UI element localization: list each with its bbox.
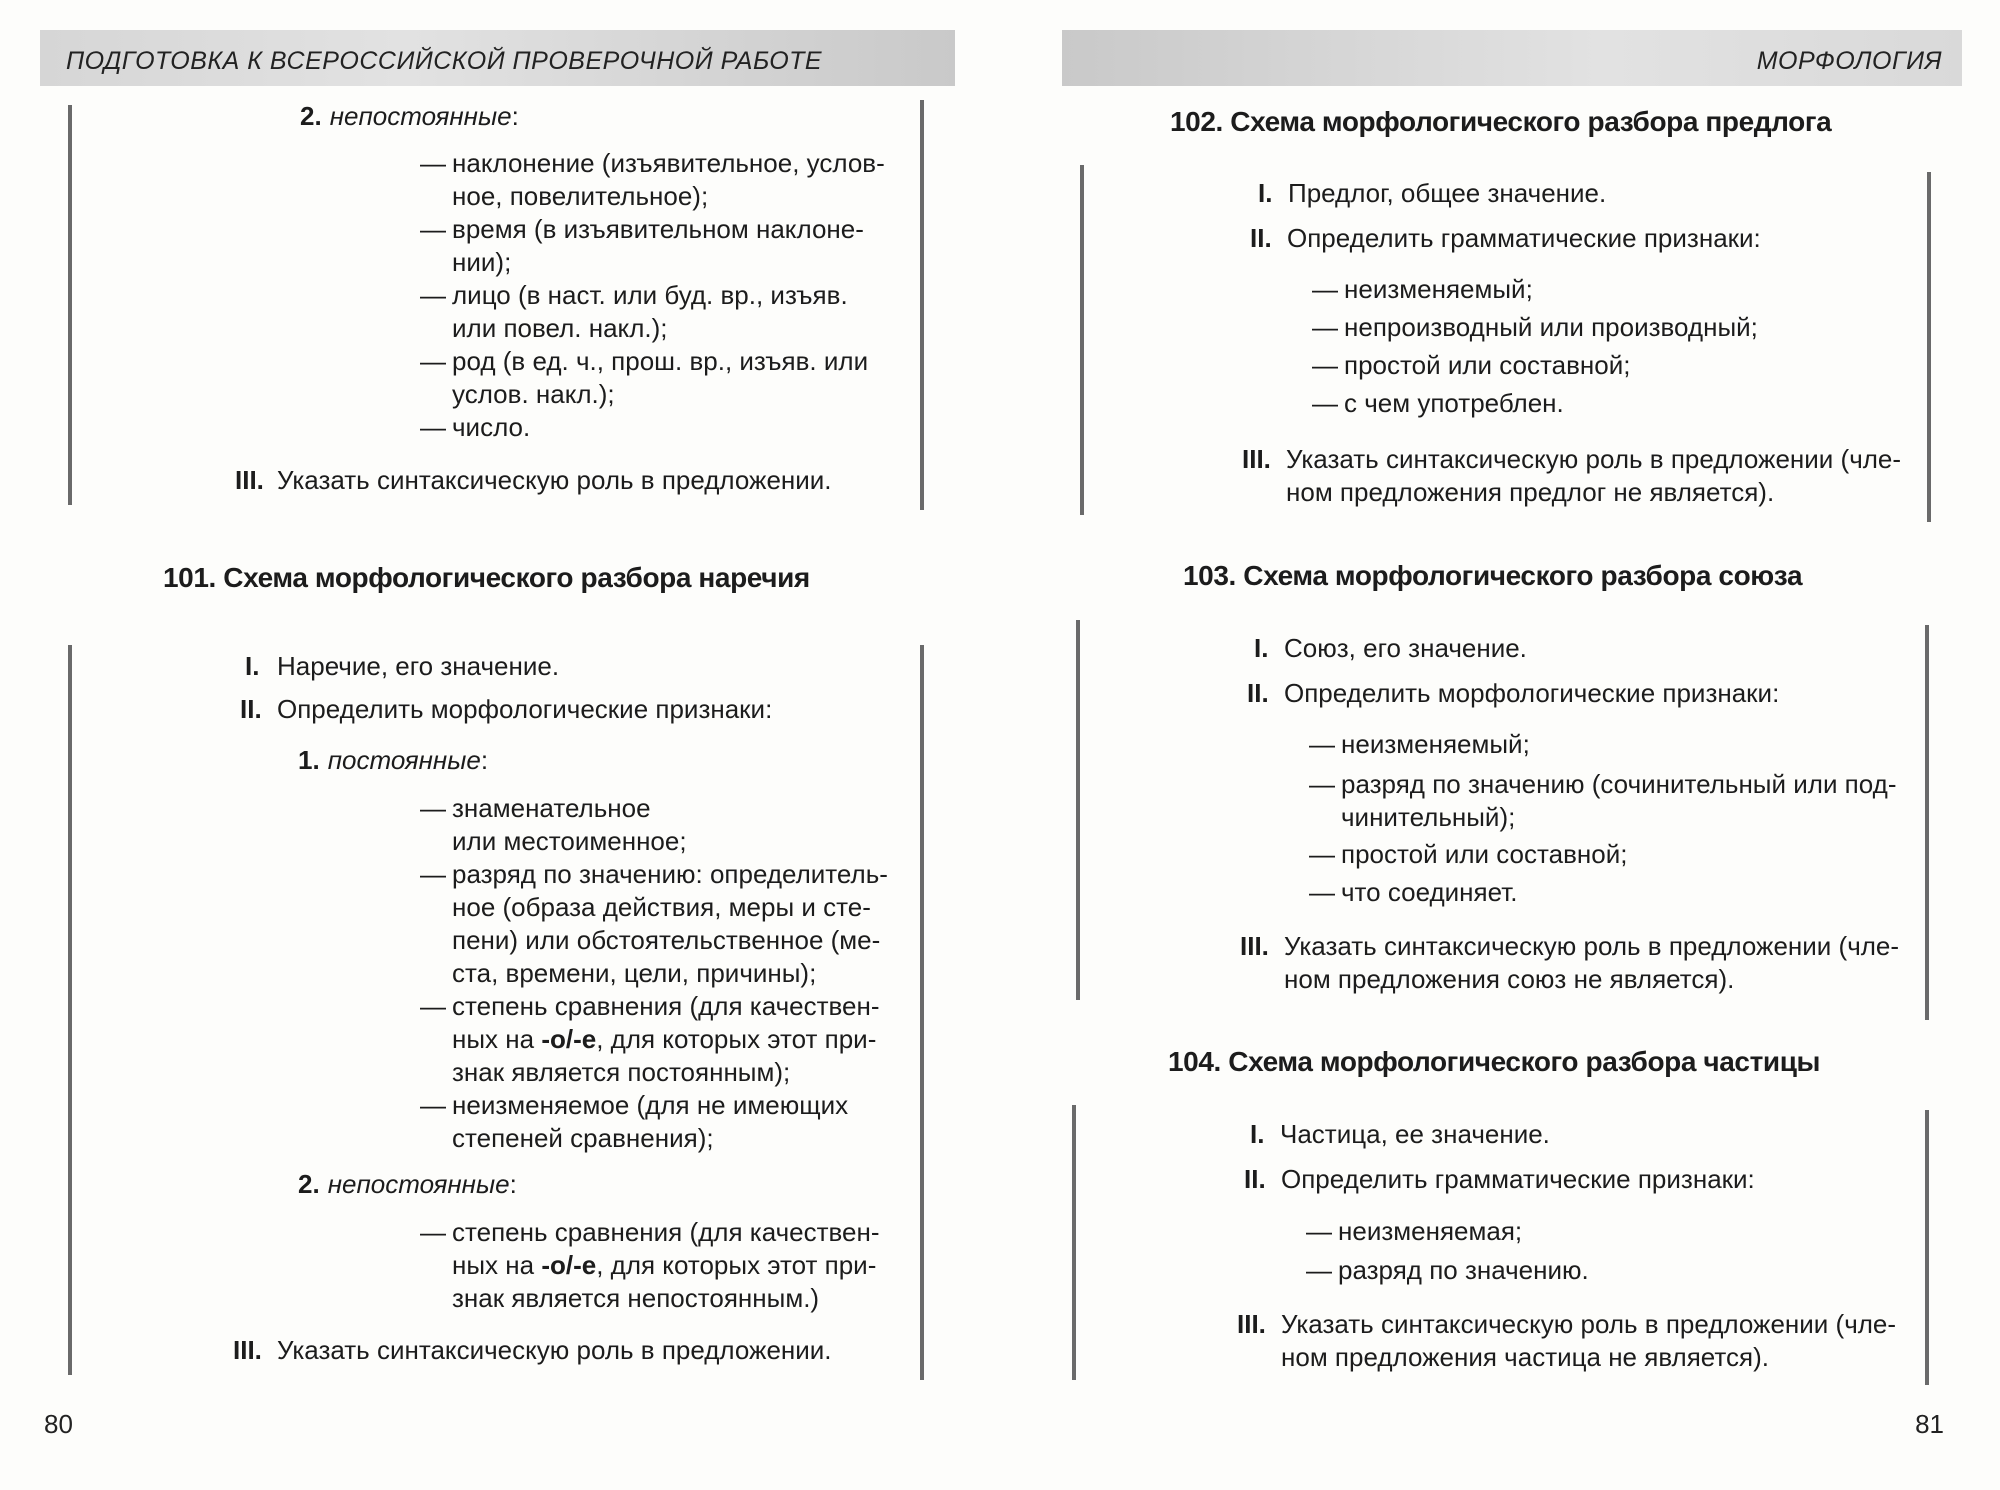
list-item-cont: услов. накл.); bbox=[452, 379, 615, 409]
step-iii: III. Указать синтаксическую роль в предложении (чле- bbox=[1242, 444, 1902, 474]
list-item: — что соединяет. bbox=[1309, 877, 1518, 907]
step-iii-cont: ном предложения предлог не является). bbox=[1286, 477, 1775, 507]
margin-rule bbox=[68, 105, 72, 505]
list-item: — неизменяемое (для не имеющих bbox=[420, 1090, 849, 1120]
margin-rule bbox=[920, 645, 924, 1380]
list-item: — наклонение (изъявительное, услов- bbox=[420, 148, 885, 178]
list-item-cont: степеней сравнения); bbox=[452, 1123, 714, 1153]
list-item: — число. bbox=[420, 412, 531, 442]
section-101-title: 101. Схема морфологического разбора наречия bbox=[163, 562, 810, 593]
step-i: I. Предлог, общее значение. bbox=[1258, 178, 1607, 208]
list-item: — неизменяемый; bbox=[1309, 729, 1530, 759]
page-number-right: 81 bbox=[1915, 1409, 1944, 1439]
list-item-cont: ных на -о/-е, для которых этот при- bbox=[452, 1250, 877, 1280]
step-ii: II. Определить грамматические признаки: bbox=[1244, 1164, 1755, 1194]
step-iii: III. Указать синтаксическую роль в предложении. bbox=[233, 1335, 832, 1365]
page-number-left: 80 bbox=[44, 1409, 73, 1439]
list-item: — степень сравнения (для качествен- bbox=[420, 1217, 880, 1247]
list-item: — время (в изъявительном наклоне- bbox=[420, 214, 864, 244]
margin-rule bbox=[1925, 625, 1929, 1020]
margin-rule bbox=[1927, 172, 1931, 522]
section-103-title: 103. Схема морфологического разбора союза bbox=[1183, 560, 1803, 591]
list-item-cont: или местоименное; bbox=[452, 826, 687, 856]
list-item-cont: пени) или обстоятельственное (ме- bbox=[452, 925, 881, 955]
list-item-cont: чинительный); bbox=[1341, 802, 1516, 832]
list-item: — неизменяемый; bbox=[1312, 274, 1533, 304]
step-ii: II. Определить грамматические признаки: bbox=[1250, 223, 1761, 253]
list-item: — род (в ед. ч., прош. вр., изъяв. или bbox=[420, 346, 869, 376]
list-item: — разряд по значению. bbox=[1306, 1255, 1589, 1285]
step-ii: II. Определить морфологические признаки: bbox=[240, 694, 773, 724]
step-iii: III. Указать синтаксическую роль в предложении (чле- bbox=[1237, 1309, 1897, 1339]
list-item-cont: нии); bbox=[452, 247, 512, 277]
running-head-title: МОРФОЛОГИЯ bbox=[1756, 47, 1942, 75]
running-head-title: ПОДГОТОВКА К ВСЕРОССИЙСКОЙ ПРОВЕРОЧНОЙ РАБОТЕ bbox=[66, 47, 823, 75]
list-item: — разряд по значению (сочинительный или под- bbox=[1309, 769, 1897, 799]
section-102-title: 102. Схема морфологического разбора предлога bbox=[1170, 106, 1832, 137]
step-ii: II. Определить морфологические признаки: bbox=[1247, 678, 1780, 708]
running-head-left bbox=[40, 30, 955, 86]
margin-rule bbox=[1080, 165, 1084, 515]
list-item: — степень сравнения (для качествен- bbox=[420, 991, 880, 1021]
list-item: — простой или составной; bbox=[1309, 839, 1628, 869]
margin-rule bbox=[1925, 1110, 1929, 1385]
step-iii-cont: ном предложения частица не является). bbox=[1281, 1342, 1769, 1372]
margin-rule bbox=[68, 645, 72, 1375]
list-item: — неизменяемая; bbox=[1306, 1216, 1523, 1246]
list-item-cont: знак является постоянным); bbox=[452, 1057, 791, 1087]
list-item-cont: ное (образа действия, меры и сте- bbox=[452, 892, 871, 922]
step-iii-cont: ном предложения союз не является). bbox=[1284, 964, 1735, 994]
list-item: — разряд по значению: определитель- bbox=[420, 859, 888, 889]
list-item: — простой или составной; bbox=[1312, 350, 1631, 380]
list-item-cont: ста, времени, цели, причины); bbox=[452, 958, 817, 988]
list-item-cont: ных на -о/-е, для которых этот при- bbox=[452, 1024, 877, 1054]
list-item: — непроизводный или производный; bbox=[1312, 312, 1758, 342]
step-i: I. Частица, ее значение. bbox=[1250, 1119, 1550, 1149]
step-i: I. Наречие, его значение. bbox=[245, 651, 560, 681]
list-item-cont: ное, повелительное); bbox=[452, 181, 709, 211]
section-104-title: 104. Схема морфологического разбора частицы bbox=[1168, 1046, 1821, 1077]
list-item: — знаменательное bbox=[420, 793, 651, 823]
step-iii: III. Указать синтаксическую роль в предложении. bbox=[235, 465, 832, 495]
margin-rule bbox=[920, 100, 924, 510]
sub-heading-nonconstant: 2. непостоянные: bbox=[298, 1169, 517, 1199]
right-page bbox=[1000, 0, 2000, 1490]
margin-rule bbox=[1076, 620, 1080, 1000]
running-head-right bbox=[1062, 30, 1962, 86]
list-item: — с чем употреблен. bbox=[1312, 388, 1564, 418]
step-iii: III. Указать синтаксическую роль в предложении (чле- bbox=[1240, 931, 1900, 961]
sub-heading-constant: 1. постоянные: bbox=[298, 745, 489, 775]
list-item: — лицо (в наст. или буд. вр., изъяв. bbox=[420, 280, 848, 310]
list-item-cont: знак является непостоянным.) bbox=[452, 1283, 820, 1313]
step-i: I. Союз, его значение. bbox=[1254, 633, 1527, 663]
margin-rule bbox=[1072, 1105, 1076, 1380]
sub-heading-nonconstant: 2. непостоянные: bbox=[300, 101, 519, 131]
list-item-cont: или повел. накл.); bbox=[452, 313, 668, 343]
